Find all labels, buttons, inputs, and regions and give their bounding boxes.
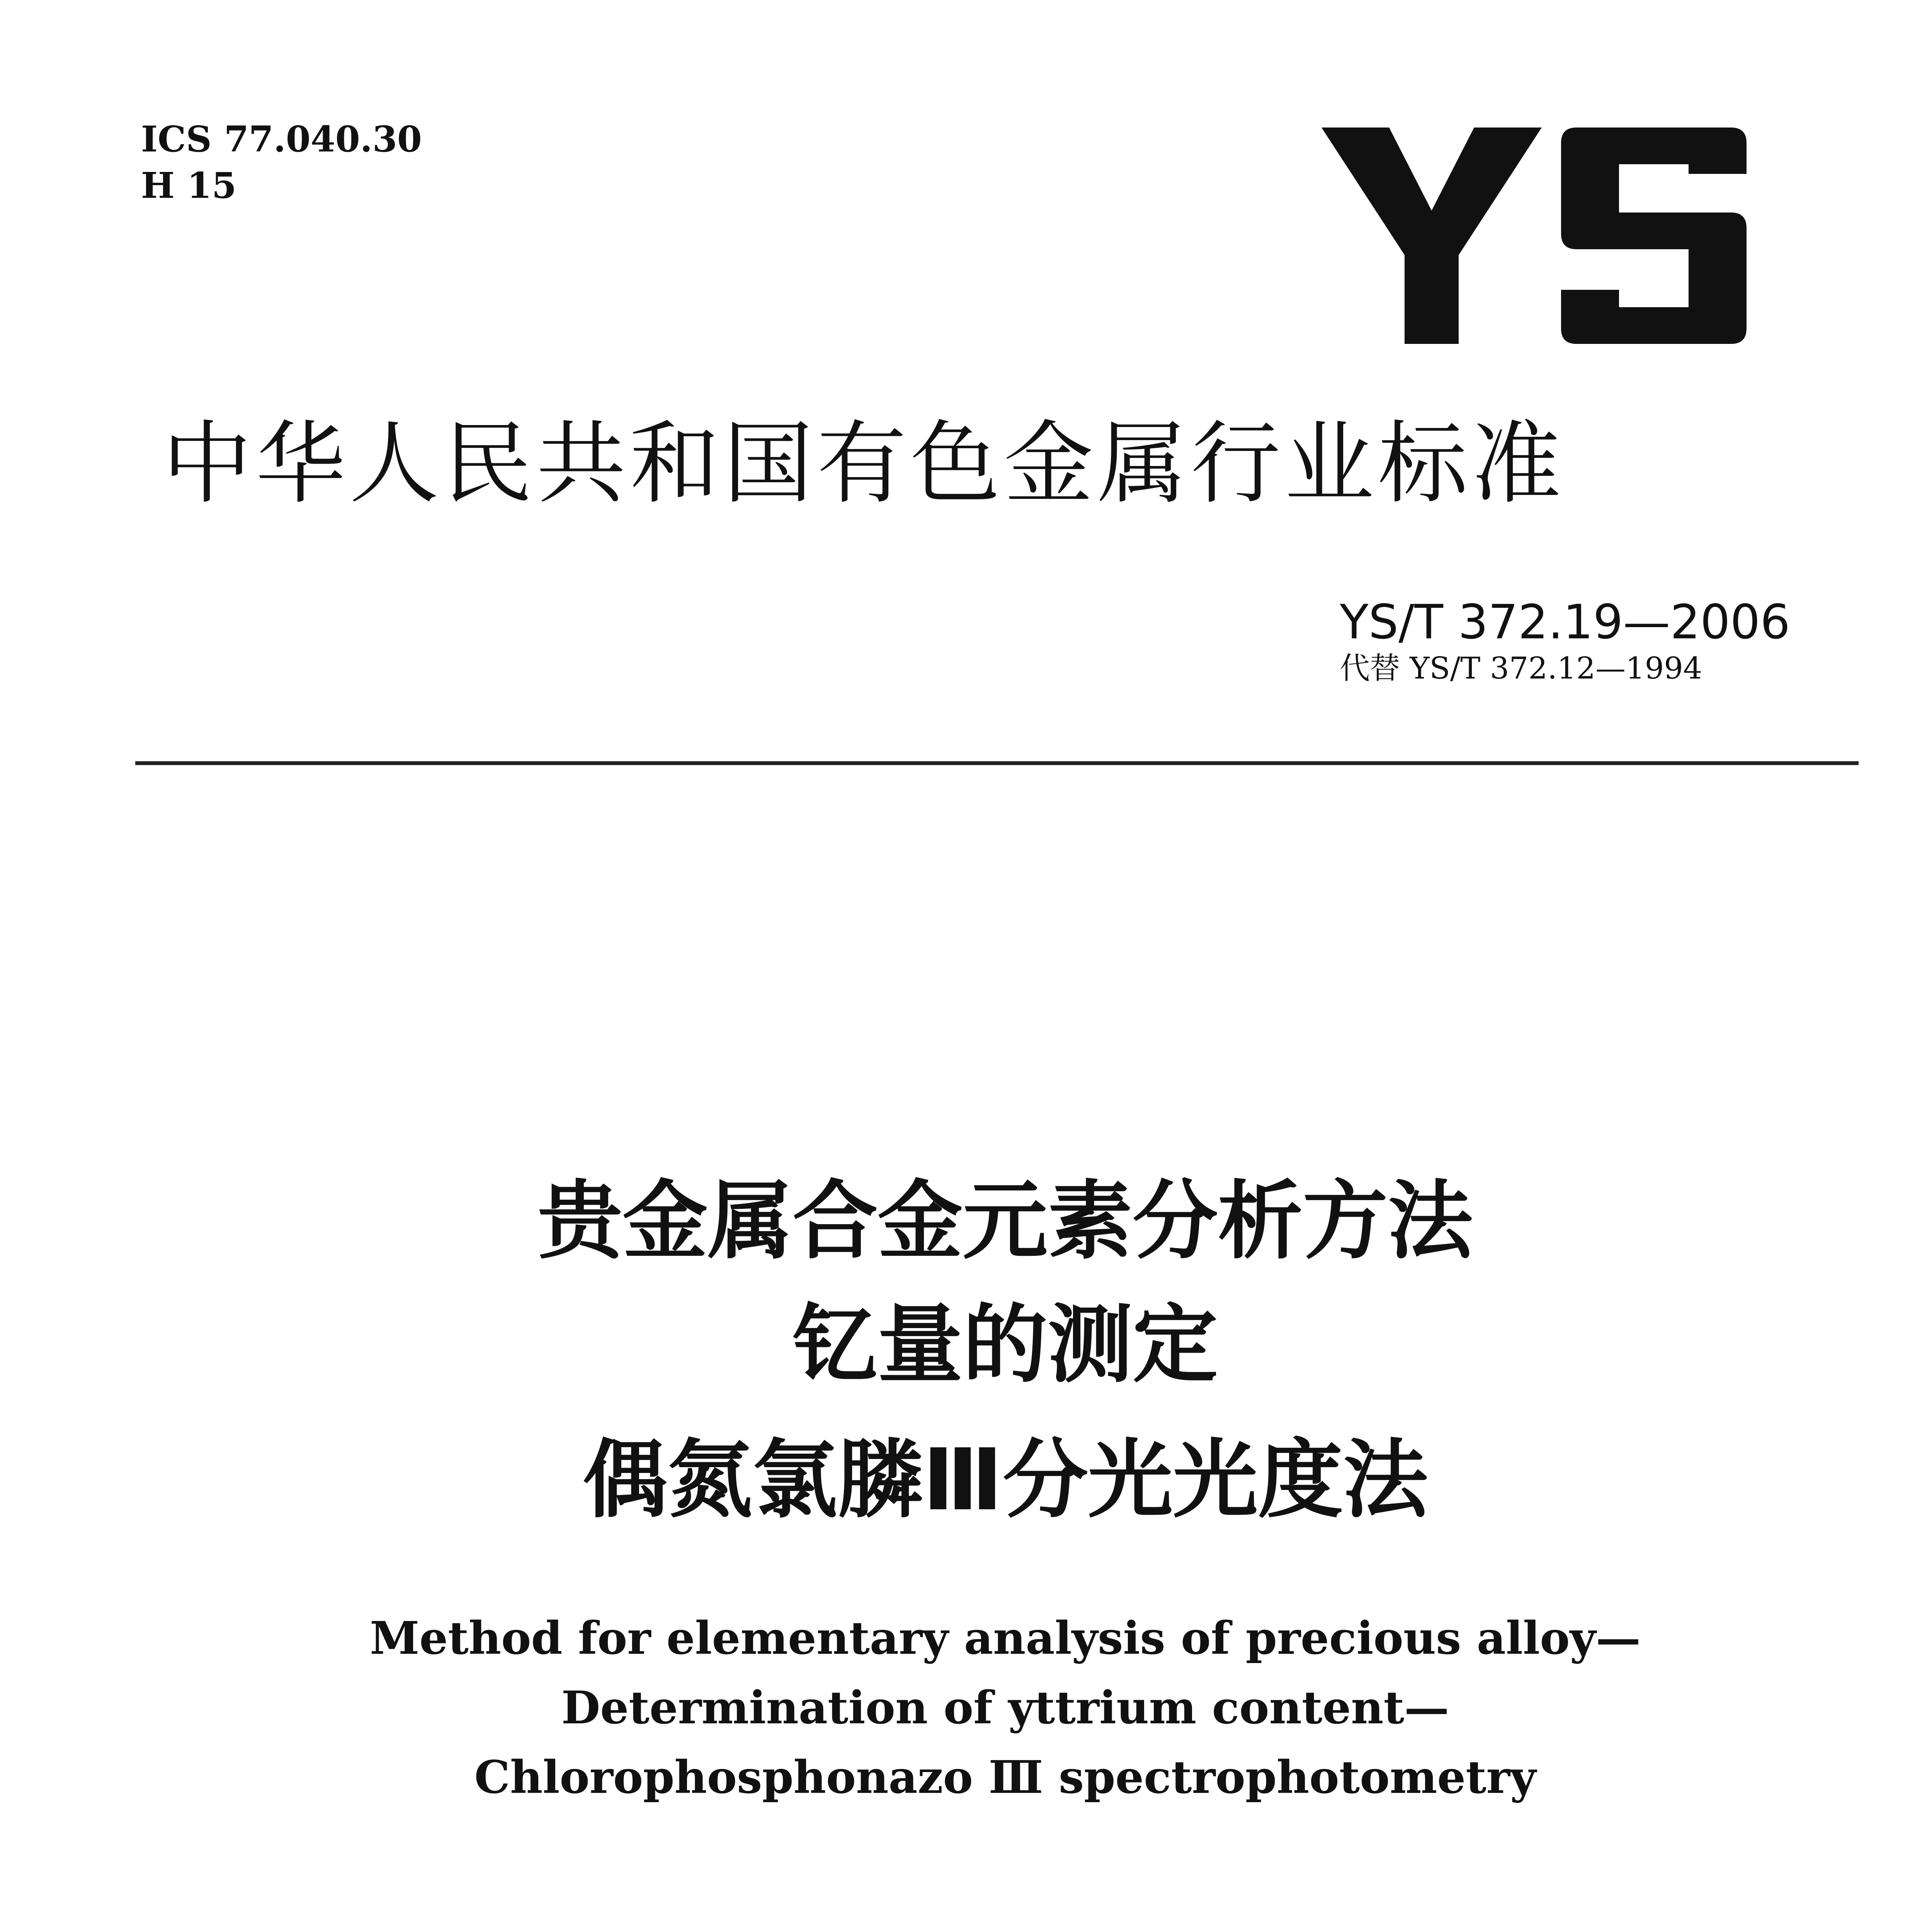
chinese-title-line-3: 偶氮氯膦Ⅲ分光光度法 xyxy=(582,1430,1428,1529)
english-title-line-1: Method for elementary analysis of precious alloy— xyxy=(369,1612,1641,1665)
chinese-title-line-1: 贵金属合金元素分析方法 xyxy=(537,1172,1473,1270)
english-title-line-3: Chlorophosphonazo Ⅲ spectrophotometry xyxy=(474,1751,1536,1804)
industry-standard-title: 中华人民共和国有色金属行业标准 xyxy=(162,412,1565,516)
chinese-title-line-2: 钇量的测定 xyxy=(793,1295,1218,1394)
replaces-standard: 代替 YS/T 372.12—1994 xyxy=(1340,651,1702,686)
ics-code: ICS 77.040.30 xyxy=(141,118,422,160)
classification-codes xyxy=(141,116,422,209)
header-divider xyxy=(135,761,1859,765)
english-title-line-2: Determination of yttrium content— xyxy=(561,1682,1449,1734)
standard-number: YS/T 372.19—2006 xyxy=(1340,595,1790,650)
ccs-code: H 15 xyxy=(141,165,236,206)
standard-number-block xyxy=(1340,595,1790,688)
ys-logo xyxy=(1321,128,1747,344)
